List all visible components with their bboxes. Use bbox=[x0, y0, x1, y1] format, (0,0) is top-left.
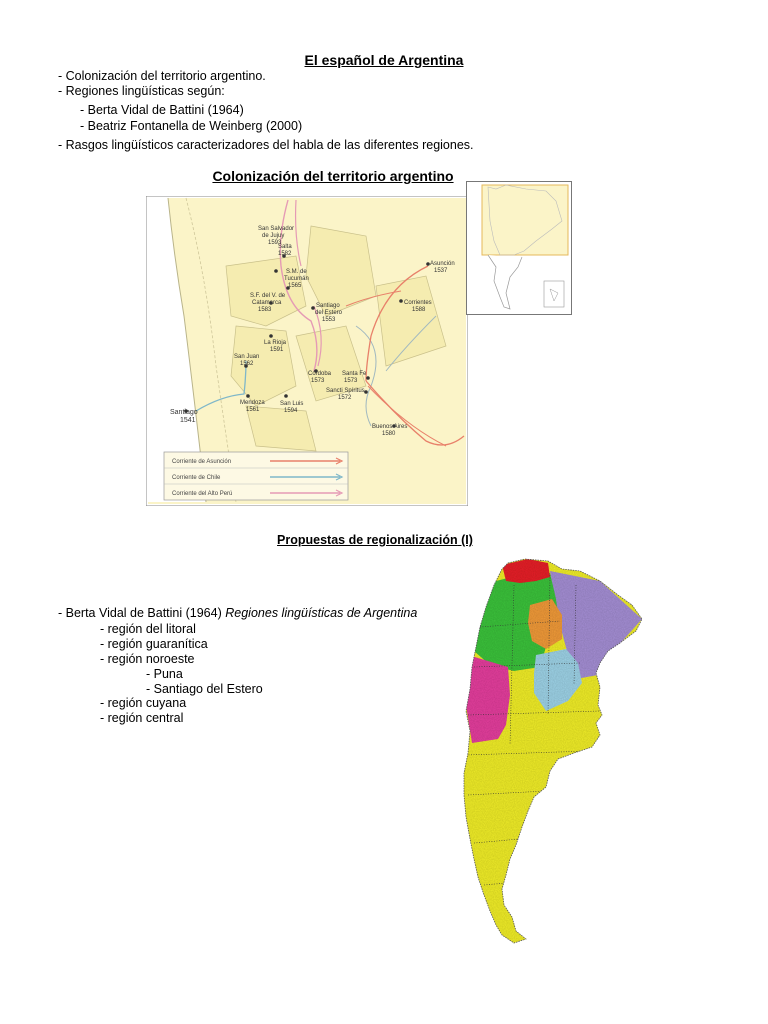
page-title: El español de Argentina bbox=[304, 52, 464, 68]
svg-text:Córdoba: Córdoba bbox=[308, 371, 332, 377]
svg-text:Mendoza: Mendoza bbox=[240, 400, 265, 406]
svg-text:1583: 1583 bbox=[258, 307, 272, 313]
propuestas-title-suffix: (I) bbox=[461, 533, 473, 547]
svg-text:San Juan: San Juan bbox=[234, 354, 260, 360]
svg-text:San Luis: San Luis bbox=[280, 401, 304, 407]
svg-text:La Rioja: La Rioja bbox=[264, 340, 287, 346]
intro-line-fontanella: - Beatriz Fontanella de Weinberg (2000) bbox=[80, 119, 303, 133]
svg-text:1561: 1561 bbox=[246, 407, 260, 413]
battini-author: - Berta Vidal de Battini (1964) bbox=[58, 606, 222, 620]
svg-text:1562: 1562 bbox=[240, 361, 254, 367]
svg-text:S.F. del V. de: S.F. del V. de bbox=[250, 293, 286, 299]
section-title-propuestas bbox=[0, 533, 750, 547]
svg-text:1541: 1541 bbox=[180, 417, 196, 424]
argentina-regions-map bbox=[450, 555, 655, 950]
svg-text:S.M. de: S.M. de bbox=[286, 269, 307, 275]
svg-text:1594: 1594 bbox=[284, 408, 298, 414]
svg-text:del Estero: del Estero bbox=[315, 310, 343, 316]
svg-text:San Salvador: San Salvador bbox=[258, 226, 295, 232]
legend-asuncion: Corriente de Asunción bbox=[172, 459, 232, 465]
svg-text:Corrientes: Corrientes bbox=[404, 300, 432, 306]
svg-text:Santiago: Santiago bbox=[170, 409, 198, 416]
battini-heading bbox=[58, 606, 417, 620]
svg-text:Buenos Aires: Buenos Aires bbox=[372, 424, 408, 430]
map-legend bbox=[164, 452, 348, 500]
intro-line-colonizacion: - Colonización del territorio argentino. bbox=[58, 69, 266, 83]
svg-text:1591: 1591 bbox=[270, 347, 284, 353]
svg-text:1580: 1580 bbox=[382, 431, 396, 437]
region-cuyana: - región cuyana bbox=[100, 696, 187, 710]
inset-map bbox=[466, 181, 572, 315]
propuestas-title-text: Propuestas de regionalización bbox=[277, 533, 458, 547]
region-litoral: - región del litoral bbox=[100, 622, 196, 636]
section-title-colonizacion: Colonización del territorio argentino bbox=[212, 168, 454, 184]
intro-line-rasgos: - Rasgos lingüísticos caracterizadores del habla de las diferentes regiones. bbox=[58, 138, 474, 152]
svg-text:1593: 1593 bbox=[268, 240, 282, 246]
colonization-map bbox=[146, 196, 468, 506]
svg-text:1573: 1573 bbox=[344, 378, 358, 384]
svg-text:1553: 1553 bbox=[322, 317, 336, 323]
svg-text:Tucumán: Tucumán bbox=[284, 276, 309, 282]
svg-text:Catamarca: Catamarca bbox=[252, 300, 282, 306]
region-guaranitica: - región guaranítica bbox=[100, 637, 208, 651]
svg-text:Salta: Salta bbox=[278, 244, 292, 250]
intro-line-battini: - Berta Vidal de Battini (1964) bbox=[80, 103, 244, 117]
battini-work: Regiones lingüísticas de Argentina bbox=[225, 606, 418, 620]
legend-alto-peru: Corriente del Alto Perú bbox=[172, 491, 233, 497]
svg-text:de Jujuy: de Jujuy bbox=[262, 233, 285, 239]
svg-text:Asunción: Asunción bbox=[430, 261, 455, 267]
svg-text:Santa Fe: Santa Fe bbox=[342, 371, 367, 377]
svg-text:1572: 1572 bbox=[338, 395, 352, 401]
svg-text:1537: 1537 bbox=[434, 268, 448, 274]
svg-text:Santiago: Santiago bbox=[316, 303, 340, 309]
svg-text:1588: 1588 bbox=[412, 307, 426, 313]
subregion-santiago-del-estero: - Santiago del Estero bbox=[146, 682, 263, 696]
svg-text:1582: 1582 bbox=[278, 251, 292, 257]
svg-text:1565: 1565 bbox=[288, 283, 302, 289]
city-label-salta bbox=[278, 244, 292, 257]
svg-text:1573: 1573 bbox=[311, 378, 325, 384]
region-central: - región central bbox=[100, 711, 184, 725]
subregion-puna: - Puna bbox=[146, 667, 183, 681]
legend-chile: Corriente de Chile bbox=[172, 475, 221, 481]
svg-text:Sancti Spíritus: Sancti Spíritus bbox=[326, 388, 365, 394]
region-noroeste: - región noroeste bbox=[100, 652, 195, 666]
intro-line-regiones: - Regiones lingüísticas según: bbox=[58, 84, 225, 98]
